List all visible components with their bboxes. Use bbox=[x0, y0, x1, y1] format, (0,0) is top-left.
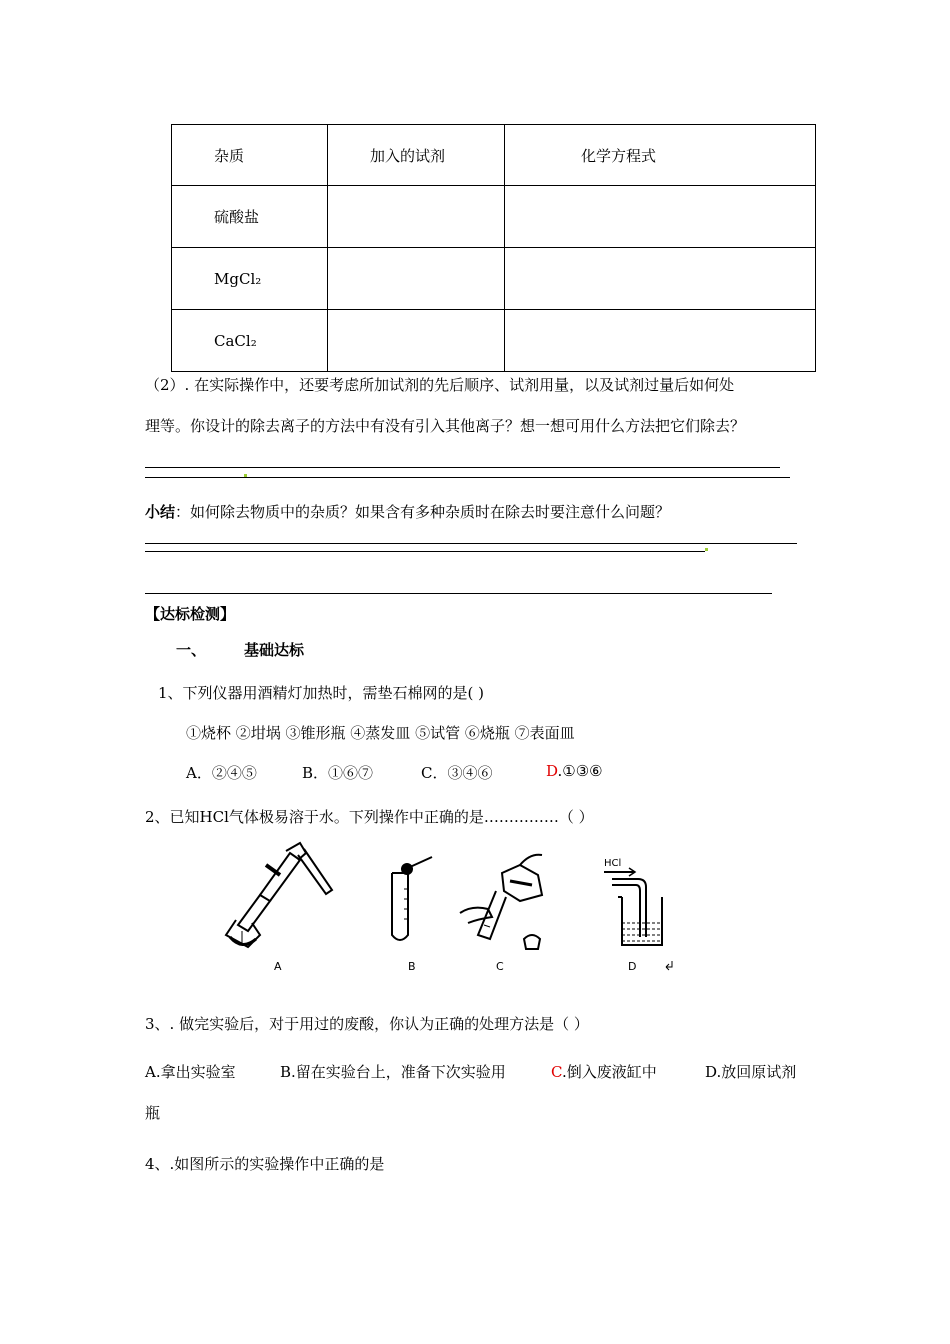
table-cell-impurity: 硫酸盐 bbox=[172, 186, 328, 248]
q1-option-d-text: .①③⑥ bbox=[557, 762, 603, 780]
figure-b-apparatus bbox=[392, 857, 432, 940]
q3-stem: 3、. 做完实验后，对于用过的废酸，你认为正确的处理方法是（ ） bbox=[145, 1015, 589, 1033]
table-header-reagent: 加入的试剂 bbox=[328, 125, 505, 186]
q3-option-b: B.留在实验台上，准备下次实验用 bbox=[280, 1063, 506, 1081]
figure-a-apparatus bbox=[226, 843, 332, 947]
section-sub-title: 基础达标 bbox=[244, 641, 305, 659]
table-cell-equation bbox=[505, 186, 816, 248]
summary-line bbox=[145, 501, 670, 522]
answer-line bbox=[145, 593, 772, 594]
q2-line1: （2）. 在实际操作中，还要考虑所加试剂的先后顺序、试剂用量，以及试剂过量后如何处 bbox=[145, 376, 735, 394]
table-cell-equation bbox=[505, 310, 816, 372]
q3-option-d: D.放回原试剂 bbox=[705, 1063, 797, 1081]
answer-line bbox=[145, 551, 705, 552]
table-header-row bbox=[172, 125, 816, 186]
table-row bbox=[172, 248, 816, 310]
figure-label-d: D bbox=[628, 960, 637, 973]
q3-option-a: A.拿出实验室 bbox=[145, 1063, 236, 1081]
q3-option-c bbox=[551, 1061, 657, 1082]
table-cell-equation bbox=[505, 248, 816, 310]
impurity-table bbox=[171, 124, 816, 372]
section-sub-num: 一、 bbox=[176, 641, 207, 659]
return-arrow-icon bbox=[666, 961, 672, 970]
mark-dot bbox=[705, 548, 708, 551]
q3-option-c-text: .倒入废液缸中 bbox=[561, 1063, 657, 1081]
q1-option-d bbox=[546, 762, 603, 780]
q2b-stem: 2、已知HCl气体极易溶于水。下列操作中正确的是……………（ ） bbox=[145, 808, 594, 826]
answer-line bbox=[145, 543, 797, 544]
mark-dot bbox=[244, 474, 247, 477]
q1-option-c: C．③④⑥ bbox=[421, 764, 493, 782]
hcl-label: HCl bbox=[604, 858, 622, 869]
q4-stem: 4、.如图所示的实验操作中正确的是 bbox=[145, 1155, 385, 1173]
table-header-equation: 化学方程式 bbox=[505, 125, 816, 186]
q3-option-d-continued: 瓶 bbox=[145, 1104, 161, 1122]
q1-items: ①烧杯 ②坩埚 ③锥形瓶 ④蒸发皿 ⑤试管 ⑥烧瓶 ⑦表面皿 bbox=[186, 724, 575, 742]
table-cell-impurity: CaCl₂ bbox=[172, 310, 328, 372]
summary-text: ：如何除去物质中的杂质？如果含有多种杂质时在除去时要注意什么问题？ bbox=[175, 503, 671, 521]
figure-d-apparatus bbox=[604, 868, 662, 945]
q1-option-a: A．②④⑤ bbox=[186, 764, 257, 782]
figure-label-b: B bbox=[408, 960, 416, 973]
q2-line2: 理等。你设计的除去离子的方法中有没有引入其他离子？想一想可用什么方法把它们除去？ bbox=[145, 417, 746, 435]
table-cell-reagent bbox=[328, 310, 505, 372]
answer-line bbox=[145, 477, 790, 478]
figure-label-c: C bbox=[496, 960, 504, 973]
lab-operations-figure bbox=[220, 835, 700, 980]
table-row bbox=[172, 186, 816, 248]
figure-c-apparatus bbox=[460, 855, 542, 949]
table-cell-reagent bbox=[328, 186, 505, 248]
q3-option-c-letter: C bbox=[551, 1063, 562, 1081]
table-header-impurity: 杂质 bbox=[172, 125, 328, 186]
figure-label-a: A bbox=[274, 960, 282, 973]
table-cell-impurity: MgCl₂ bbox=[172, 248, 328, 310]
summary-label: 小结 bbox=[145, 503, 176, 521]
q1-option-b: B．①⑥⑦ bbox=[302, 764, 374, 782]
q1-option-d-letter: D bbox=[546, 762, 558, 780]
table-row bbox=[172, 310, 816, 372]
answer-line bbox=[145, 467, 780, 468]
table-cell-reagent bbox=[328, 248, 505, 310]
section-title: 【达标检测】 bbox=[145, 605, 236, 623]
q1-stem: 1、下列仪器用酒精灯加热时，需垫石棉网的是( ) bbox=[158, 684, 485, 702]
